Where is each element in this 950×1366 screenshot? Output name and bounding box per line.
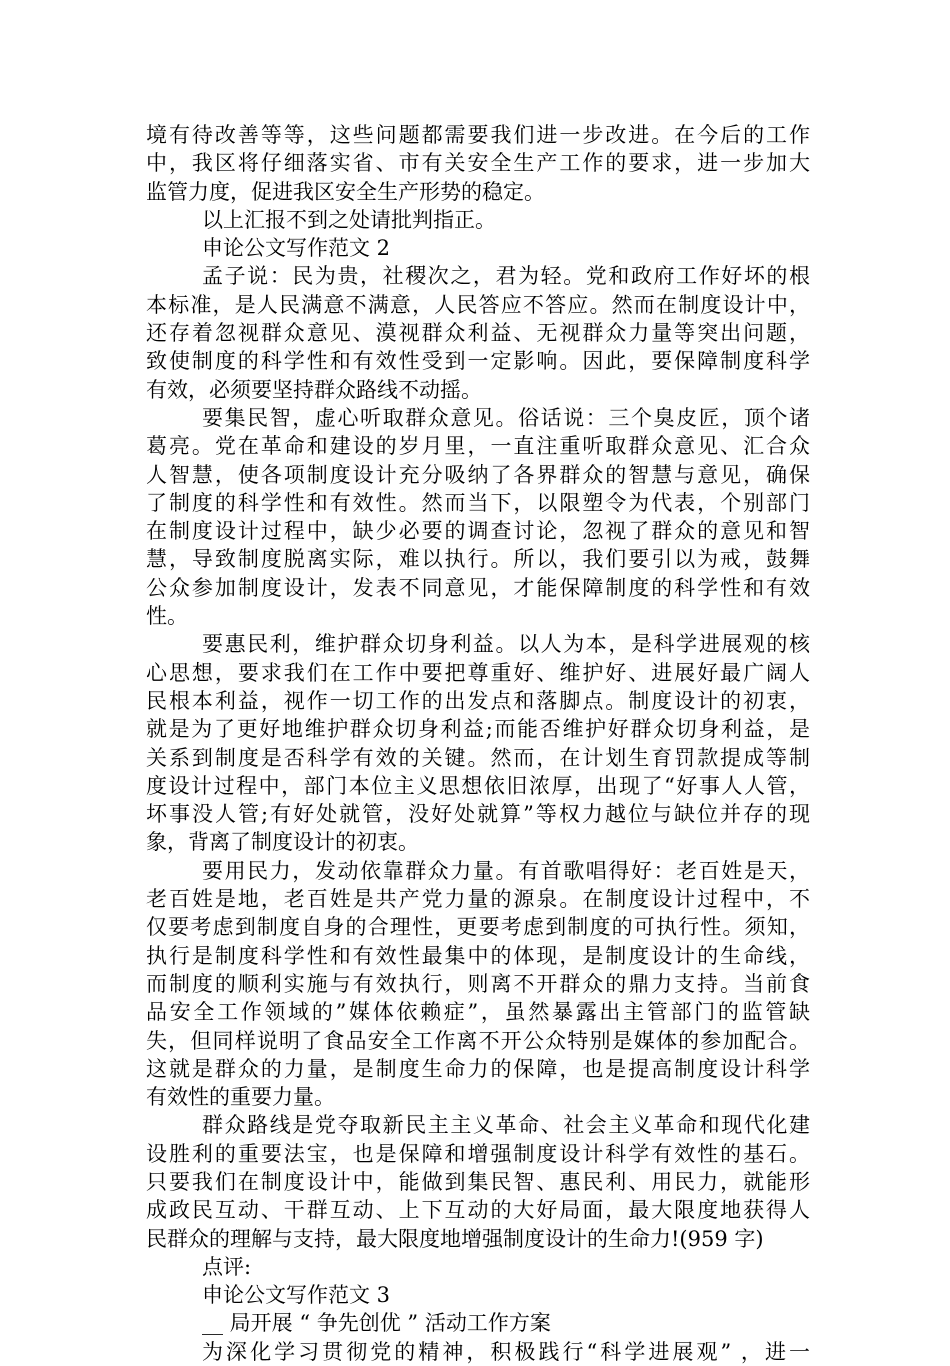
text-line: 申论公文写作范文 2	[202, 236, 391, 261]
text-line: 有效性的重要力量。	[146, 1085, 335, 1110]
text-line: 就是为了更好地维护群众切身利益;而能否维护好群众切身利益，是	[146, 717, 810, 742]
text-line: 为深化学习贯彻党的精神，积极践行“科学进展观” ，进一	[202, 1339, 810, 1364]
text-line: 本标准，是人民满意不满意，人民答应不答应。然而在制度设计中，	[146, 292, 810, 317]
text-line: 失，但同样说明了食品安全工作离不开公众特别是媒体的参加配合。	[146, 1028, 810, 1053]
text-line: 致使制度的科学性和有效性受到一定影响。因此，要保障制度科学	[146, 349, 810, 374]
text-line: 公众参加制度设计，发表不同意见，才能保障制度的科学性和有效	[146, 575, 810, 600]
text-line: 心思想，要求我们在工作中要把尊重好、维护好、进展好最广阔人	[146, 660, 810, 685]
text-line: 而制度的顺利实施与有效执行，则离不开群众的鼎力支持。当前食	[146, 971, 810, 996]
text-line: 群众路线是党夺取新民主主义革命、社会主义革命和现代化建	[202, 1113, 810, 1138]
text-line: 中，我区将仔细落实省、市有关安全生产工作的要求，进一步加大	[146, 151, 810, 176]
text-line: 这就是群众的力量，是制度生命力的保障，也是提高制度设计科学	[146, 1056, 810, 1081]
text-line: 设胜利的重要法宝，也是保障和增强制度设计科学有效性的基石。	[146, 1141, 810, 1166]
text-line: 慧，导致制度脱离实际，难以执行。所以，我们要引以为戒，鼓舞	[146, 547, 810, 572]
text-line: 在制度设计过程中，缺少必要的调查讨论，忽视了群众的意见和智	[146, 519, 810, 544]
text-line: 执行是制度科学性和有效性最集中的体现，是制度设计的生命线，	[146, 943, 810, 968]
text-line: 民根本利益，视作一切工作的出发点和落脚点。制度设计的初衷，	[146, 688, 810, 713]
text-line: 象，背离了制度设计的初衷。	[146, 830, 419, 855]
text-line: 了制度的科学性和有效性。然而当下，以限塑令为代表，个别部门	[146, 490, 810, 515]
text-line: 有效，必须要坚持群众路线不动摇。	[146, 377, 482, 402]
text-line: 要用民力，发动依靠群众力量。有首歌唱得好：老百姓是天，	[202, 858, 810, 883]
text-line: 关系到制度是否科学有效的关键。然而，在计划生育罚款提成等制	[146, 745, 810, 770]
text-line: 孟子说：民为贵，社稷次之，君为轻。党和政府工作好坏的根	[202, 264, 810, 289]
document-page	[146, 121, 810, 1366]
text-line: 要惠民利，维护群众切身利益。以人为本，是科学进展观的核	[202, 632, 810, 657]
text-line: 点评:	[202, 1254, 252, 1279]
text-line: 品安全工作领域的”媒体依赖症”，虽然暴露出主管部门的监管缺	[146, 1000, 810, 1025]
text-line: 还存着忽视群众意见、漠视群众利益、无视群众力量等突出问题，	[146, 321, 810, 346]
text-line: __ 局开展 “ 争先创优 ” 活动工作方案	[202, 1311, 551, 1336]
text-line: 民群众的理解与支持，最大限度地增强制度设计的生命力!(959 字)	[146, 1226, 764, 1251]
text-line: 申论公文写作范文 3	[202, 1283, 391, 1308]
text-line: 老百姓是地，老百姓是共产党力量的源泉。在制度设计过程中，不	[146, 887, 810, 912]
text-line: 以上汇报不到之处请批判指正。	[202, 207, 496, 232]
text-line: 要集民智，虚心听取群众意见。俗话说：三个臭皮匠，顶个诸	[202, 405, 810, 430]
text-line: 性。	[146, 604, 188, 629]
text-line: 度设计过程中，部门本位主义思想依旧浓厚，出现了“好事人人管，	[146, 773, 810, 798]
text-line: 只要我们在制度设计中，能做到集民智、惠民利、用民力，就能形	[146, 1169, 810, 1194]
text-line: 葛亮。党在革命和建设的岁月里，一直注重听取群众意见、汇合众	[146, 434, 810, 459]
text-line: 仅要考虑到制度自身的合理性，更要考虑到制度的可执行性。须知，	[146, 915, 810, 940]
text-line: 境有待改善等等，这些问题都需要我们进一步改进。在今后的工作	[146, 123, 810, 147]
text-line: 监管力度，促进我区安全生产形势的稳定。	[146, 179, 545, 204]
text-line: 人智慧，使各项制度设计充分吸纳了各界群众的智慧与意见，确保	[146, 462, 810, 487]
text-line: 成政民互动、干群互动、上下互动的大好局面，最大限度地获得人	[146, 1198, 810, 1223]
text-line: 坏事没人管;有好处就管，没好处就算”等权力越位与缺位并存的现	[146, 802, 810, 827]
